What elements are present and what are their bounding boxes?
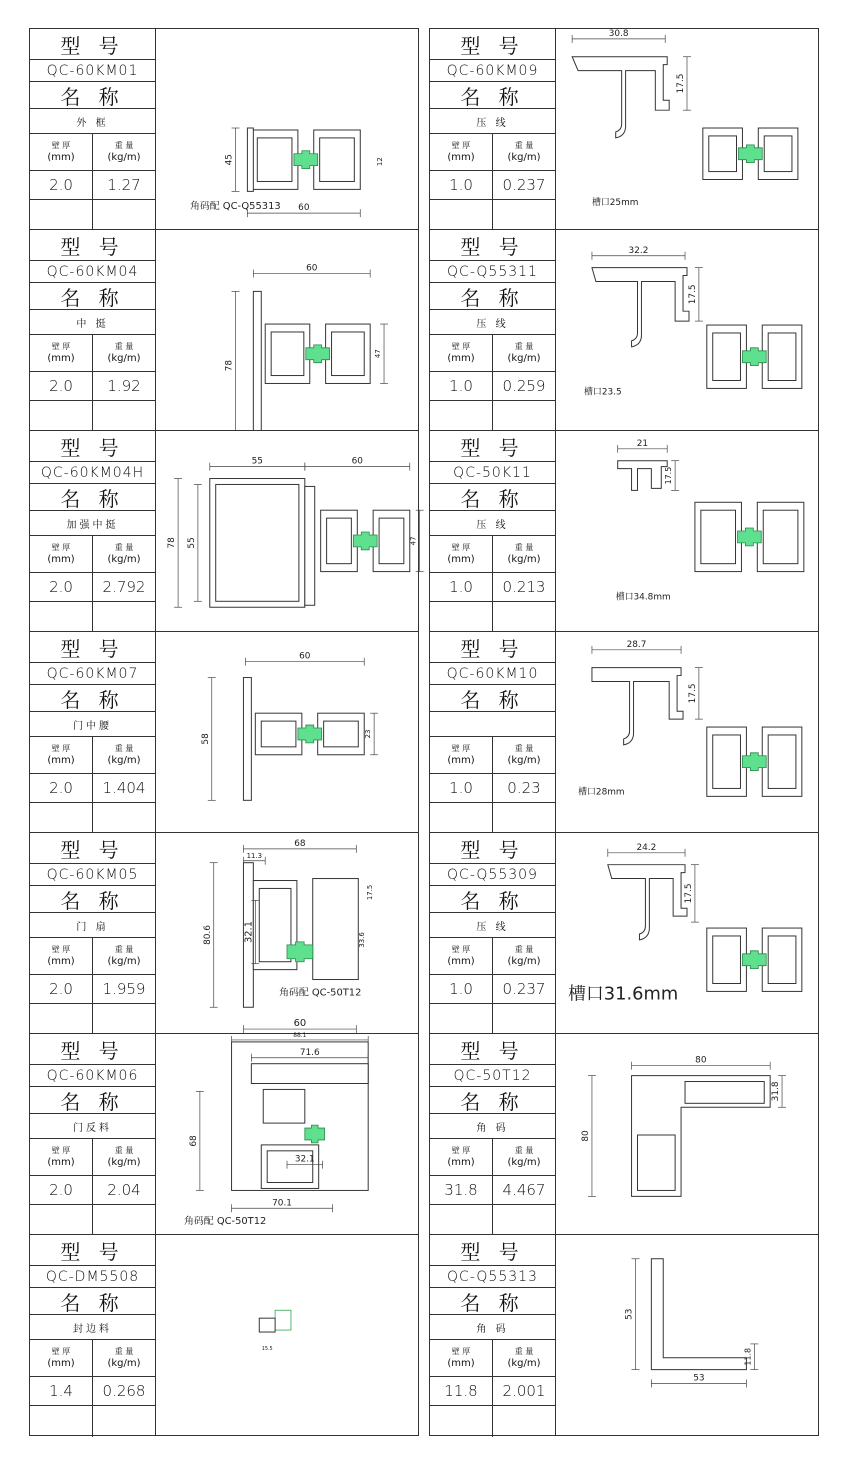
profile-outline bbox=[713, 333, 741, 381]
dimension-label: 55 bbox=[251, 456, 263, 467]
empty-cell bbox=[493, 200, 555, 231]
profile-name: 封边料 bbox=[73, 1323, 112, 1335]
model-label: 型 号 bbox=[60, 234, 125, 259]
name-label: 名 称 bbox=[60, 1089, 125, 1114]
model-code: QC-50K11 bbox=[453, 464, 532, 481]
name-label: 名 称 bbox=[60, 486, 125, 511]
profile-section-drawing bbox=[156, 29, 418, 229]
profile-drawing bbox=[556, 230, 818, 430]
empty-cell bbox=[30, 803, 93, 834]
empty-cell bbox=[430, 1205, 493, 1236]
empty-cell bbox=[493, 401, 555, 432]
profile-outline bbox=[247, 128, 253, 191]
profile-drawing bbox=[156, 29, 418, 229]
empty-cell bbox=[430, 1004, 493, 1035]
profile-info bbox=[30, 230, 156, 430]
profile-outline bbox=[763, 510, 798, 563]
drawing-note: 槽口34.8mm bbox=[615, 592, 671, 603]
weight-header: 重 量 (kg/m) bbox=[107, 744, 141, 766]
drawing-note: 槽口25mm bbox=[591, 198, 639, 209]
name-label: 名 称 bbox=[460, 1089, 525, 1114]
profile-card-qc-60km10 bbox=[429, 631, 819, 833]
profile-outline bbox=[764, 136, 792, 172]
dimension-label: 12 bbox=[376, 157, 385, 167]
profile-name: 中 挺 bbox=[76, 318, 109, 330]
profile-outline bbox=[327, 518, 352, 564]
profile-name: 角 码 bbox=[476, 1122, 509, 1134]
profile-card-qc-50k11 bbox=[429, 430, 819, 632]
model-code: QC-60KM06 bbox=[46, 1067, 139, 1084]
drawing-note: 角码配 QC-Q55313 bbox=[189, 201, 281, 213]
profile-section-drawing bbox=[156, 431, 418, 631]
profile-outline bbox=[324, 721, 359, 747]
empty-cell bbox=[430, 401, 493, 432]
wall-thickness-value: 1.0 bbox=[430, 573, 493, 601]
profile-drawing bbox=[156, 632, 418, 832]
profile-outline bbox=[637, 1135, 675, 1190]
profile-outline bbox=[592, 668, 683, 745]
profile-outline bbox=[701, 510, 736, 563]
dimension-label: 23 bbox=[364, 729, 373, 739]
profile-section-drawing bbox=[556, 1034, 818, 1234]
profile-outline bbox=[608, 865, 687, 940]
empty-cell bbox=[93, 200, 155, 231]
empty-cell bbox=[93, 1406, 155, 1437]
profile-info bbox=[30, 833, 156, 1033]
model-code: QC-60KM05 bbox=[46, 866, 139, 883]
dimension-label: 32.1 bbox=[243, 920, 255, 944]
profile-info bbox=[30, 1235, 156, 1435]
empty-cell bbox=[30, 1205, 93, 1236]
profile-outline bbox=[768, 333, 796, 381]
profile-section-drawing bbox=[156, 1235, 418, 1435]
dimension-label: 58 bbox=[200, 733, 211, 745]
profile-outline bbox=[320, 138, 355, 182]
drawing-note: 槽口23.5 bbox=[584, 387, 622, 398]
model-label: 型 号 bbox=[460, 837, 525, 862]
profile-outline bbox=[685, 1082, 764, 1104]
profile-info bbox=[430, 1034, 556, 1234]
name-label: 名 称 bbox=[460, 285, 525, 310]
profile-name: 门反料 bbox=[73, 1122, 112, 1134]
empty-cell bbox=[93, 1205, 155, 1236]
profile-section-drawing bbox=[156, 1031, 418, 1234]
weight-header: 重 量 (kg/m) bbox=[107, 543, 141, 565]
profile-card-qc-60km07 bbox=[29, 631, 419, 833]
profile-info bbox=[430, 29, 556, 229]
profile-info bbox=[30, 1034, 156, 1234]
profile-outline bbox=[313, 879, 359, 980]
profile-outline bbox=[713, 936, 741, 984]
thermal-break-strip bbox=[306, 345, 330, 363]
empty-cell bbox=[430, 602, 493, 633]
thermal-break-strip bbox=[287, 942, 313, 962]
empty-cell bbox=[30, 1004, 93, 1035]
dimension-label: 78 bbox=[224, 359, 235, 372]
model-label: 型 号 bbox=[60, 435, 125, 460]
thermal-break-strip bbox=[737, 528, 761, 546]
weight-header: 重 量 (kg/m) bbox=[107, 141, 141, 163]
dimension-label: 17.5 bbox=[683, 883, 694, 904]
weight-value: 1.959 bbox=[102, 980, 146, 998]
name-label: 名 称 bbox=[60, 84, 125, 109]
dimension-label: 17.5 bbox=[366, 884, 375, 901]
dimension-label: 17.5 bbox=[687, 284, 698, 305]
right-column bbox=[429, 28, 819, 1436]
profile-name: 压 线 bbox=[476, 117, 509, 129]
profile-drawing bbox=[156, 1235, 418, 1435]
wall-thickness-value: 1.0 bbox=[430, 372, 493, 400]
profile-section-drawing bbox=[156, 230, 418, 430]
profile-outline bbox=[768, 735, 796, 788]
dimension-label: 80 bbox=[580, 1130, 591, 1142]
weight-header: 重 量 (kg/m) bbox=[507, 744, 541, 766]
weight-value: 0.237 bbox=[502, 176, 546, 194]
weight-value: 0.213 bbox=[502, 578, 546, 596]
weight-value: 0.259 bbox=[502, 377, 546, 395]
dimension-label: 70.1 bbox=[272, 1198, 292, 1209]
profile-drawing bbox=[556, 1034, 818, 1234]
profile-outline bbox=[259, 888, 291, 961]
dimension-label: 68 bbox=[188, 1135, 199, 1147]
name-label: 名 称 bbox=[60, 1290, 125, 1315]
dimension-label: 80.6 bbox=[202, 925, 213, 945]
wall-thickness-header: 壁 厚 (mm) bbox=[430, 1139, 493, 1175]
empty-cell bbox=[493, 803, 555, 834]
profile-outline bbox=[259, 1318, 275, 1332]
empty-cell bbox=[30, 1406, 93, 1437]
thermal-break-strip bbox=[742, 348, 766, 366]
profile-drawing bbox=[556, 833, 818, 1033]
name-label: 名 称 bbox=[60, 285, 125, 310]
profile-name: 压 线 bbox=[476, 921, 509, 933]
dimension-label: 15.5 bbox=[261, 1345, 273, 1352]
empty-cell bbox=[93, 803, 155, 834]
model-code: QC-Q55311 bbox=[447, 263, 538, 280]
profile-section-drawing bbox=[556, 833, 818, 1033]
thermal-break-strip bbox=[742, 753, 766, 771]
model-code: QC-60KM04 bbox=[46, 263, 139, 280]
drawing-note: 槽口31.6mm bbox=[568, 983, 679, 1005]
dimension-label: 47 bbox=[374, 349, 383, 359]
wall-thickness-header: 壁 厚 (mm) bbox=[430, 1340, 493, 1376]
dimension-label: 68 bbox=[294, 838, 306, 849]
empty-cell bbox=[493, 602, 555, 633]
thermal-break-strip bbox=[353, 532, 377, 550]
dimension-label: 88.1 bbox=[293, 1031, 307, 1039]
weight-value: 0.268 bbox=[102, 1382, 146, 1400]
model-code: QC-60KM04H bbox=[40, 464, 145, 481]
empty-cell bbox=[430, 1406, 493, 1437]
weight-header: 重 量 (kg/m) bbox=[107, 945, 141, 967]
profile-outline bbox=[253, 291, 261, 440]
thermal-break-strip bbox=[305, 1125, 325, 1143]
profile-info bbox=[30, 29, 156, 229]
wall-thickness-value: 11.8 bbox=[430, 1377, 493, 1405]
model-label: 型 号 bbox=[60, 33, 125, 58]
dimension-label: 47 bbox=[409, 536, 418, 546]
profile-outline bbox=[251, 1064, 368, 1084]
model-code: QC-Q55309 bbox=[447, 866, 538, 883]
empty-cell bbox=[30, 602, 93, 633]
wall-thickness-value: 2.0 bbox=[30, 372, 93, 400]
model-code: QC-DM5508 bbox=[45, 1268, 140, 1285]
weight-header: 重 量 (kg/m) bbox=[107, 1347, 141, 1369]
profile-card-qc-60km04h bbox=[29, 430, 419, 632]
model-label: 型 号 bbox=[460, 636, 525, 661]
weight-value: 4.467 bbox=[502, 1181, 546, 1199]
profile-drawing bbox=[556, 431, 818, 631]
model-label: 型 号 bbox=[460, 1239, 525, 1264]
profile-drawing bbox=[556, 1235, 818, 1435]
profile-name: 门 扇 bbox=[76, 921, 109, 933]
profile-outline bbox=[332, 332, 365, 376]
name-label: 名 称 bbox=[460, 687, 525, 712]
empty-cell bbox=[430, 200, 493, 231]
profile-info bbox=[430, 230, 556, 430]
profile-section-drawing bbox=[556, 632, 818, 832]
wall-thickness-header: 壁 厚 (mm) bbox=[30, 1139, 93, 1175]
dimension-label: 33.6 bbox=[358, 932, 367, 948]
profile-section-drawing bbox=[556, 1235, 818, 1435]
wall-thickness-header: 壁 厚 (mm) bbox=[30, 1340, 93, 1376]
model-label: 型 号 bbox=[460, 435, 525, 460]
profile-outline bbox=[651, 1259, 746, 1370]
profile-info bbox=[430, 1235, 556, 1435]
dimension-label: 80 bbox=[695, 1055, 707, 1066]
dimension-label: 60 bbox=[293, 1018, 307, 1030]
dimension-label: 11.3 bbox=[246, 851, 263, 860]
profile-drawing bbox=[156, 1031, 418, 1234]
profile-drawing bbox=[156, 230, 418, 430]
left-column bbox=[29, 28, 419, 1436]
name-label: 名 称 bbox=[460, 486, 525, 511]
dimension-label: 60 bbox=[306, 263, 318, 274]
drawing-note: 槽口28mm bbox=[578, 787, 625, 798]
profile-section-drawing bbox=[556, 230, 818, 430]
wall-thickness-header: 壁 厚 (mm) bbox=[430, 938, 493, 974]
weight-header: 重 量 (kg/m) bbox=[507, 543, 541, 565]
empty-cell bbox=[30, 401, 93, 432]
model-label: 型 号 bbox=[460, 234, 525, 259]
wall-thickness-value: 1.0 bbox=[430, 171, 493, 199]
empty-cell bbox=[493, 1205, 555, 1236]
thermal-break-strip bbox=[738, 145, 762, 163]
dimension-label: 55 bbox=[186, 537, 197, 549]
profile-outline bbox=[243, 678, 251, 801]
dimension-label: 71.6 bbox=[299, 1047, 320, 1058]
wall-thickness-value: 2.0 bbox=[30, 171, 93, 199]
name-label: 名 称 bbox=[460, 1290, 525, 1315]
wall-thickness-header: 壁 厚 (mm) bbox=[30, 335, 93, 371]
wall-thickness-header: 壁 厚 (mm) bbox=[30, 536, 93, 572]
weight-header: 重 量 (kg/m) bbox=[507, 1146, 541, 1168]
profile-drawing bbox=[156, 431, 418, 631]
dimension-label: 60 bbox=[299, 651, 311, 662]
weight-header: 重 量 (kg/m) bbox=[507, 342, 541, 364]
weight-header: 重 量 (kg/m) bbox=[107, 342, 141, 364]
profile-outline bbox=[592, 268, 689, 347]
profile-card-qc-60km04 bbox=[29, 229, 419, 431]
profile-outline bbox=[257, 138, 292, 182]
profile-name: 角 码 bbox=[476, 1323, 509, 1335]
model-code: QC-60KM10 bbox=[446, 665, 539, 682]
wall-thickness-value: 2.0 bbox=[30, 774, 93, 802]
dimension-label: 17.5 bbox=[687, 683, 698, 704]
profile-card-qc-q55311 bbox=[429, 229, 819, 431]
wall-thickness-value: 2.0 bbox=[30, 573, 93, 601]
profile-info bbox=[30, 431, 156, 631]
profile-card-qc-q55309 bbox=[429, 832, 819, 1034]
profile-outline bbox=[713, 735, 741, 788]
empty-cell bbox=[493, 1406, 555, 1437]
weight-header: 重 量 (kg/m) bbox=[507, 141, 541, 163]
model-code: QC-60KM09 bbox=[446, 62, 539, 79]
empty-cell bbox=[430, 803, 493, 834]
profile-card-qc-60km05 bbox=[29, 832, 419, 1034]
wall-thickness-value: 2.0 bbox=[30, 1176, 93, 1204]
profile-outline bbox=[709, 136, 737, 172]
weight-header: 重 量 (kg/m) bbox=[507, 1347, 541, 1369]
thermal-break-strip bbox=[742, 951, 766, 969]
dimension-label: 17.5 bbox=[664, 466, 674, 485]
profile-outline bbox=[305, 486, 315, 605]
model-label: 型 号 bbox=[60, 837, 125, 862]
profile-name: 外 框 bbox=[76, 117, 109, 129]
profile-card-qc-60km06 bbox=[29, 1033, 419, 1235]
profile-info bbox=[430, 833, 556, 1033]
dimension-label: 32.2 bbox=[628, 245, 649, 256]
thermal-break-strip bbox=[294, 151, 318, 169]
weight-header: 重 量 (kg/m) bbox=[107, 1146, 141, 1168]
profile-drawing bbox=[556, 632, 818, 832]
drawing-note: 角码配 QC-50T12 bbox=[279, 987, 362, 999]
weight-value: 1.92 bbox=[107, 377, 141, 395]
empty-cell bbox=[93, 1004, 155, 1035]
dimension-label: 28.7 bbox=[626, 639, 647, 650]
dimension-label: 17.5 bbox=[676, 73, 687, 94]
profile-outline bbox=[572, 57, 669, 138]
model-label: 型 号 bbox=[60, 1038, 125, 1063]
weight-value: 0.23 bbox=[507, 779, 541, 797]
drawing-note: 角码配 QC-50T12 bbox=[184, 1216, 267, 1228]
profile-outline bbox=[271, 332, 304, 376]
model-code: QC-50T12 bbox=[453, 1067, 532, 1084]
dimension-label: 53 bbox=[693, 1373, 705, 1384]
dimension-label: 11.8 bbox=[743, 1347, 753, 1366]
profile-section-drawing bbox=[156, 632, 418, 832]
model-label: 型 号 bbox=[60, 1239, 125, 1264]
profile-outline bbox=[379, 518, 404, 564]
profile-section-drawing bbox=[556, 431, 818, 631]
profile-card-qc-60km01 bbox=[29, 28, 419, 230]
profile-section-drawing bbox=[156, 833, 418, 1033]
dimension-label: 78 bbox=[167, 537, 178, 549]
profile-outline bbox=[768, 936, 796, 984]
wall-thickness-value: 2.0 bbox=[30, 975, 93, 1003]
profile-info bbox=[430, 431, 556, 631]
wall-thickness-value: 31.8 bbox=[430, 1176, 493, 1204]
dimension-label: 60 bbox=[351, 456, 363, 467]
weight-value: 0.237 bbox=[502, 980, 546, 998]
profile-outline bbox=[263, 1089, 305, 1123]
empty-cell bbox=[93, 401, 155, 432]
wall-thickness-header: 壁 厚 (mm) bbox=[430, 335, 493, 371]
name-label: 名 称 bbox=[60, 687, 125, 712]
empty-cell bbox=[30, 200, 93, 231]
name-label: 名 称 bbox=[460, 84, 525, 109]
empty-cell bbox=[493, 1004, 555, 1035]
dimension-label: 53 bbox=[624, 1308, 635, 1320]
profile-outline bbox=[618, 461, 668, 491]
name-label: 名 称 bbox=[460, 888, 525, 913]
wall-thickness-value: 1.4 bbox=[30, 1377, 93, 1405]
model-label: 型 号 bbox=[460, 1038, 525, 1063]
dimension-label: 31.8 bbox=[771, 1081, 782, 1102]
wall-thickness-header: 壁 厚 (mm) bbox=[430, 134, 493, 170]
model-code: QC-Q55313 bbox=[447, 1268, 538, 1285]
wall-thickness-header: 壁 厚 (mm) bbox=[30, 134, 93, 170]
dimension-label: 45 bbox=[224, 154, 235, 166]
profile-outline bbox=[261, 721, 296, 747]
weight-value: 1.404 bbox=[102, 779, 146, 797]
profile-name: 压 线 bbox=[476, 519, 509, 531]
weight-value: 2.04 bbox=[107, 1181, 141, 1199]
model-label: 型 号 bbox=[60, 636, 125, 661]
dimension-label: 24.2 bbox=[636, 842, 657, 853]
profile-outline bbox=[216, 484, 299, 601]
dimension-label: 21 bbox=[636, 438, 649, 449]
wall-thickness-header: 壁 厚 (mm) bbox=[30, 938, 93, 974]
profile-card-qc-60km09 bbox=[429, 28, 819, 230]
dimension-label: 30.8 bbox=[608, 28, 629, 39]
profile-card-qc-dm5508 bbox=[29, 1234, 419, 1436]
profile-name: 加强中挺 bbox=[66, 519, 119, 531]
profile-drawing bbox=[556, 29, 818, 229]
profile-outline bbox=[275, 1310, 291, 1330]
profile-name: 门中腰 bbox=[73, 720, 112, 732]
name-label: 名 称 bbox=[60, 888, 125, 913]
model-label: 型 号 bbox=[460, 33, 525, 58]
model-code: QC-60KM07 bbox=[46, 665, 139, 682]
model-code: QC-60KM01 bbox=[46, 62, 139, 79]
thermal-break-strip bbox=[298, 725, 322, 743]
weight-value: 1.27 bbox=[107, 176, 141, 194]
wall-thickness-header: 壁 厚 (mm) bbox=[30, 737, 93, 773]
profile-card-qc-q55313 bbox=[429, 1234, 819, 1436]
weight-header: 重 量 (kg/m) bbox=[507, 945, 541, 967]
profile-info bbox=[430, 632, 556, 832]
wall-thickness-header: 壁 厚 (mm) bbox=[430, 536, 493, 572]
profile-name: 压 线 bbox=[476, 318, 509, 330]
profile-drawing bbox=[156, 833, 418, 1033]
weight-value: 2.001 bbox=[502, 1382, 546, 1400]
profile-info bbox=[30, 632, 156, 832]
wall-thickness-value: 1.0 bbox=[430, 975, 493, 1003]
dimension-label: 32.1 bbox=[294, 1154, 315, 1165]
wall-thickness-header: 壁 厚 (mm) bbox=[430, 737, 493, 773]
profile-section-drawing bbox=[556, 29, 818, 229]
empty-cell bbox=[93, 602, 155, 633]
dimension-label: 60 bbox=[298, 203, 310, 214]
weight-value: 2.792 bbox=[102, 578, 146, 596]
profile-card-qc-50t12 bbox=[429, 1033, 819, 1235]
wall-thickness-value: 1.0 bbox=[430, 774, 493, 802]
